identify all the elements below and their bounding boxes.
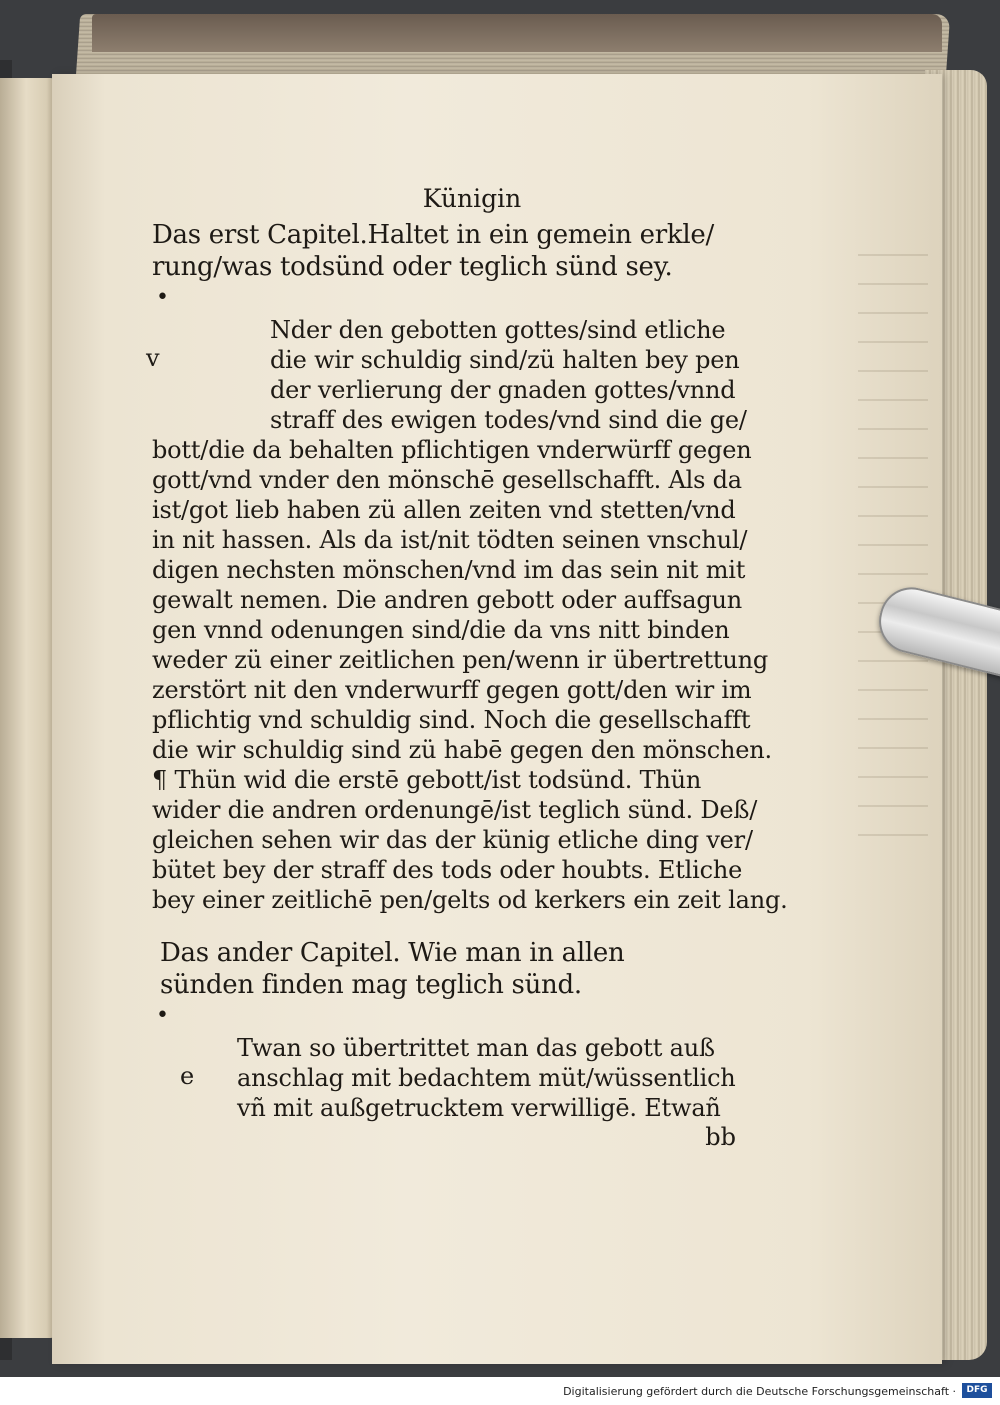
text-line: in nit hassen. Als da ist/nit tödten seinen vnschul/ [152,526,748,554]
text-line: gen vnnd odenungen sind/die da vns nitt binden [152,616,730,644]
text-line: gewalt nemen. Die andren gebott oder auffsagun [152,586,742,614]
text-line: ¶ Thün wid die erstē gebott/ist todsünd. Thün [152,766,702,794]
text-line: gleichen sehen wir das der künig etliche ding ver/ [152,826,753,854]
running-header: Künigin [422,184,522,213]
margin-letter: v [146,344,160,372]
chapter1-heading [152,219,772,283]
left-page [0,78,58,1338]
text-line: gott/vnd vnder den mönschē gesellschafft. Als da [152,466,742,494]
text-line: straff des ewigen todes/vnd sind die ge/ [270,406,747,434]
text-line: digen nechsten mönschen/vnd im das sein nit mit [152,556,746,584]
heading-line: rung/was todsünd oder teglich sünd sey. [152,252,673,282]
text-line: die wir schuldig sind/zü halten bey pen [270,346,740,374]
text-line: vñ mit außgetrucktem verwilligē. Etwañ [237,1094,721,1122]
footer-credit: Digitalisierung gefördert durch die Deutsche Forschungsgemeinschaft · [563,1385,956,1398]
text-line: weder zü einer zeitlichen pen/wenn ir übertrettung [152,646,769,674]
text-line: bütet bey der straff des tods oder houbts. Etliche [152,856,743,884]
text-line: anschlag mit bedachtem müt/wüssentlich [237,1064,736,1092]
chapter1-body [146,315,788,915]
text-line: Twan so übertrittet man das gebott auß [237,1034,715,1062]
text-line: ist/got lieb haben zü allen zeiten vnd stetten/vnd [152,496,736,524]
text-line: der verlierung der gnaden gottes/vnnd [270,376,736,404]
book-page [52,74,942,1364]
signature-mark: bb [705,1123,736,1151]
spacer [152,915,772,937]
heading-line: sünden finden mag teglich sünd. [160,970,582,1000]
book-cover-top [92,14,942,52]
text-line: die wir schuldig sind zü habē gegen den mönschen. [152,736,772,764]
chapter2-body [152,1033,772,1123]
heading-line: Das erst Capitel.Haltet in ein gemein erkle/ [152,220,714,250]
margin-letter: e [180,1062,195,1090]
text-line: bott/die da behalten pflichtigen vnderwürff gegen [152,436,752,464]
bullet-mark: • [156,1003,169,1028]
bullet-mark: • [156,285,169,310]
footer-bar [0,1377,1000,1405]
text-line: zerstört nit den vnderwurff gegen gott/den wir im [152,676,752,704]
chapter2-heading [152,937,772,1001]
dfg-logo: DFG [962,1383,992,1398]
heading-line: Das ander Capitel. Wie man in allen [160,938,625,968]
text-line: pflichtig vnd schuldig sind. Noch die gesellschafft [152,706,751,734]
show-through-text [858,234,928,854]
text-line: bey einer zeitlichē pen/gelts od kerkers ein zeit lang. [152,886,788,914]
text-line: Nder den gebotten gottes/sind etliche [270,316,726,344]
page-text [146,184,788,1151]
text-line: wider die andren ordenungē/ist teglich sünd. Deß/ [152,796,758,824]
